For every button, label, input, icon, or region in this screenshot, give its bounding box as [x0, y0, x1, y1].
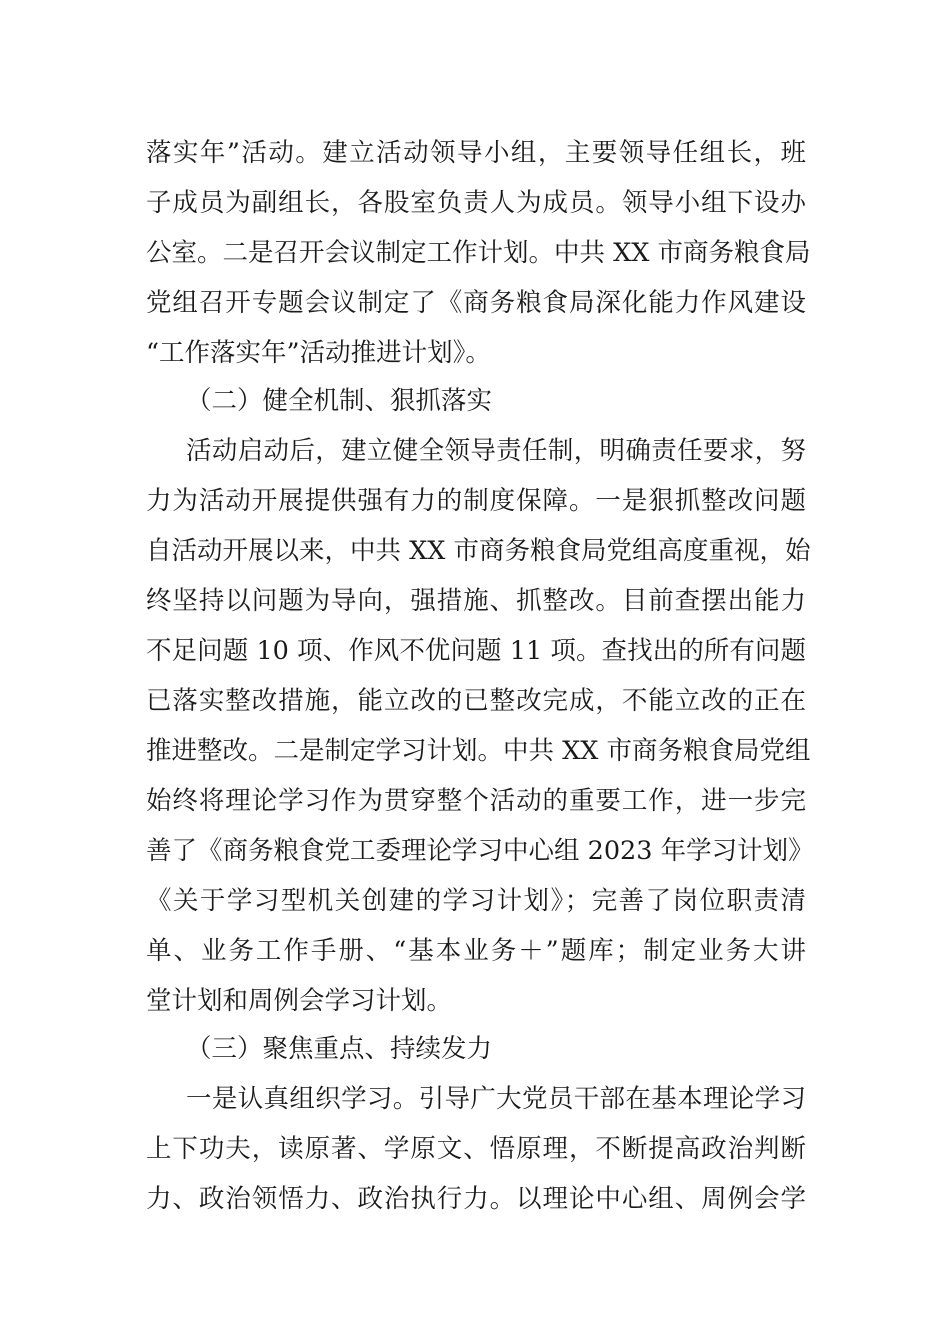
paragraph-line: 推进整改。二是制定学习计划。中共 XX 市商务粮食局党组: [146, 736, 811, 766]
paragraph-line: 力、政治领悟力、政治执行力。以理论中心组、周例会学: [146, 1184, 806, 1214]
paragraph-line: 上下功夫，读原著、学原文、悟原理，不断提高政治判断: [146, 1134, 806, 1164]
paragraph-line: “工作落实年”活动推进计划》。: [146, 338, 491, 368]
paragraph-line: 善了《商务粮食党工委理论学习中心组 2023 年学习计划》: [146, 836, 814, 866]
paragraph-line: 终坚持以问题为导向，强措施、抓整改。目前查摆出能力: [146, 586, 806, 616]
paragraph-line: 已落实整改措施，能立改的已整改完成，不能立改的正在: [146, 686, 806, 716]
paragraph-line: 不足问题 10 项、作风不优问题 11 项。查找出的所有问题: [146, 636, 806, 666]
paragraph-line: 自活动开展以来，中共 XX 市商务粮食局党组高度重视，始: [146, 536, 811, 566]
paragraph-line: 堂计划和周例会学习计划。: [146, 986, 453, 1016]
paragraph-line: 单、业务工作手册、“基本业务＋”题库；制定业务大讲: [146, 936, 806, 966]
paragraph-line: 落实年”活动。建立活动领导小组，主要领导任组长，班: [146, 138, 806, 168]
section-heading: （三）聚焦重点、持续发力: [186, 1034, 493, 1064]
section-heading: （二）健全机制、狠抓落实: [186, 386, 493, 416]
paragraph-line: 子成员为副组长，各股室负责人为成员。领导小组下设办: [146, 188, 806, 218]
paragraph-line: 一是认真组织学习。引导广大党员干部在基本理论学习: [186, 1084, 806, 1114]
paragraph-line: 《关于学习型机关创建的学习计划》；完善了岗位职责清: [146, 886, 806, 916]
paragraph-line: 活动启动后，建立健全领导责任制，明确责任要求，努: [186, 436, 806, 466]
paragraph-line: 党组召开专题会议制定了《商务粮食局深化能力作风建设: [146, 288, 806, 318]
paragraph-line: 力为活动开展提供强有力的制度保障。一是狠抓整改问题: [146, 486, 806, 516]
paragraph-line: 公室。二是召开会议制定工作计划。中共 XX 市商务粮食局: [146, 238, 811, 268]
paragraph-line: 始终将理论学习作为贯穿整个活动的重要工作，进一步完: [146, 786, 806, 816]
